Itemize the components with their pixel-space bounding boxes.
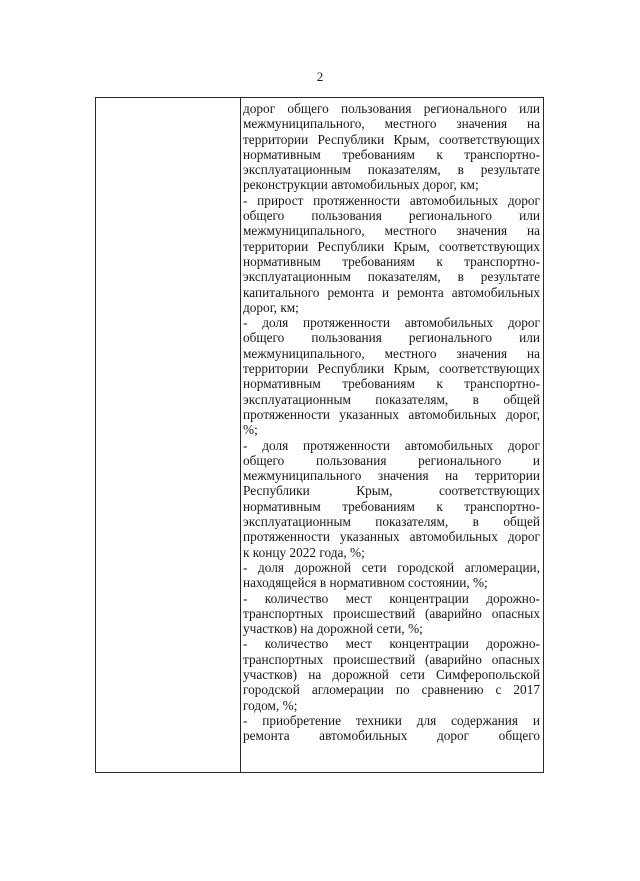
text-line: эксплуатационным показателям, в результате <box>243 269 540 285</box>
text-line: межмуниципального, местного значения на <box>243 345 540 361</box>
text-line: нормативным требованиям к транспортно- <box>243 146 540 162</box>
text-line: - количество мест концентрации дорожно- <box>243 636 540 652</box>
text-line: - доля протяженности автомобильных дорог <box>243 437 540 453</box>
text-line: - приобретение техники для содержания и <box>243 712 540 728</box>
text-line: территории Республики Крым, соответствующих <box>243 131 540 147</box>
text-line: протяженности указанных автомобильных дорог <box>243 529 540 545</box>
text-line: эксплуатационным показателям, в общей <box>243 514 540 530</box>
text-line: общего пользования регионального или <box>243 330 540 346</box>
text-line: транспортных происшествий (аварийно опасных <box>243 605 540 621</box>
text-line: годом, %; <box>243 697 298 713</box>
text-line: %; <box>243 422 258 438</box>
text-line: реконструкции автомобильных дорог, км; <box>243 177 479 193</box>
text-line: территории Республики Крым, соответствующих <box>243 361 540 377</box>
text-line: находящейся в нормативном состоянии, %; <box>243 575 488 591</box>
document-table <box>95 97 544 773</box>
text-line: городской агломерации по сравнению с 2017 <box>243 682 540 698</box>
text-line: дорог, км; <box>243 299 299 315</box>
text-line: эксплуатационным показателям, в результате <box>243 162 540 178</box>
text-line: ремонта автомобильных дорог общего <box>243 728 540 744</box>
text-line: протяженности указанных автомобильных дорог, <box>243 406 540 422</box>
column-divider <box>240 98 241 772</box>
text-line: - количество мест концентрации дорожно- <box>243 590 540 606</box>
text-line: общего пользования регионального или <box>243 208 540 224</box>
text-line: участков) на дорожной сети Симферопольской <box>243 666 540 682</box>
text-line: Республики Крым, соответствующих <box>243 483 540 499</box>
text-line: общего пользования регионального и <box>243 452 540 468</box>
text-line: - доля протяженности автомобильных дорог <box>243 315 540 331</box>
table-cell-left-empty <box>96 98 240 772</box>
table-cell-right-text <box>243 101 540 743</box>
text-line: к концу 2022 года, %; <box>243 544 365 560</box>
text-line: межмуниципального, местного значения на <box>243 116 540 132</box>
text-line: нормативным требованиям к транспортно- <box>243 498 540 514</box>
text-line: нормативным требованиям к транспортно- <box>243 253 540 269</box>
text-line: нормативным требованиям к транспортно- <box>243 376 540 392</box>
text-line: межмуниципального, местного значения на <box>243 223 540 239</box>
page-number: 2 <box>316 69 324 84</box>
text-line: - прирост протяженности автомобильных дорог <box>243 192 540 208</box>
text-line: территории Республики Крым, соответствующих <box>243 238 540 254</box>
text-line: - доля дорожной сети городской агломерации, <box>243 559 540 575</box>
text-line: межмуниципального значения на территории <box>243 468 540 484</box>
text-line: дорог общего пользования регионального или <box>243 101 540 116</box>
text-line: капитального ремонта и ремонта автомобильных <box>243 284 540 300</box>
text-line: эксплуатационным показателям, в общей <box>243 391 540 407</box>
text-line: транспортных происшествий (аварийно опасных <box>243 651 540 667</box>
text-line: участков) на дорожной сети, %; <box>243 621 423 637</box>
